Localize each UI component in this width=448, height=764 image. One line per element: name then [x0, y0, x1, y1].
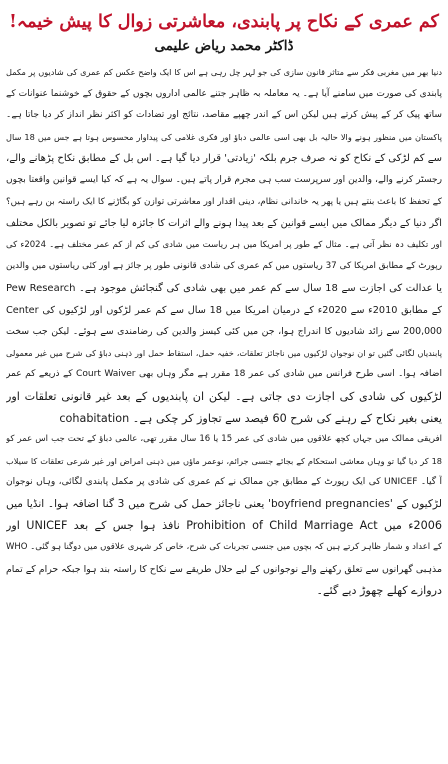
- article-byline: ڈاکٹر محمد ریاض علیمی: [154, 38, 294, 54]
- body-line: آ گیا۔ UNICEF کی ایک رپورٹ کے مطابق جن ممالک نے کم عمری کی شادی پر مکمل پابندی لگائی، وہاں نوجوان: [6, 477, 442, 488]
- body-line: رجسٹر کرنے والے، والدین اور سرپرست سب ہی مجرم قرار پاتے ہیں۔ سوال یہ ہے کہ کیا ایسے قوانین واقعتا بچوں: [6, 174, 442, 185]
- body-line: رپورٹ کے مطابق امریکا کی 37 ریاستوں میں کم عمری کی شادی قانونی طور پر جائز ہے اور کئی ریاستوں میں والدین: [6, 261, 442, 272]
- body-line: اور تکلیف دہ نظر آتی ہے۔ مثال کے طور پر امریکا میں ہر ریاست میں شادی کی کم از کم عمر مختلف ہے۔ 2024ء کی: [6, 239, 442, 250]
- body-line: پابندیاں لگائی گئیں تو ان نوجوان لڑکیوں میں ناجائز تعلقات، خفیہ حمل، استقاط حمل اور ذہنی دباؤ کی شرح میں غیر معمولی: [6, 347, 442, 358]
- body-line: یا عدالت کی اجازت سے 18 سال سے کم عمر میں بھی شادی کی گنجائش موجود ہے۔ Pew Research: [6, 282, 442, 294]
- body-line: 2006ء میں Prohibition of Child Marriage Act نافذ ہوا جس کے بعد UNICEF اور: [6, 519, 442, 533]
- body-line: لڑکیوں کے 'boyfriend pregnancies' یعنی ناجائز حمل کی شرح میں 3 گنا اضافہ ہوا۔ انڈیا میں: [6, 497, 442, 510]
- body-line: مذہبی گھرانوں سے تعلق رکھنے والے نوجوانوں کے لیے حلال طریقے سے نکاح کا راستہ بند ہوا جبکہ حرام کے تمام: [6, 563, 442, 575]
- body-line: cohabitation یعنی بغیر نکاح کے رہنے کی شرح 60 فیصد سے تجاوز کر چکی ہے۔: [59, 411, 442, 425]
- body-line: پاکستان میں منظور ہونے والا حالیہ بل بھی اسی عالمی دباؤ اور فکری غلامی کی پیداوار محسوس ہوتا ہے جس میں 18 سال: [6, 131, 442, 142]
- body-line: دروازے کھلے چھوڑ دیے گئے۔: [316, 584, 442, 598]
- body-line: کے تحفظ کا باعث بنتے ہیں یا پھر یہ خاندانی نظام، دینی اقدار اور معاشرتی توازن کو بگاڑنے کا ایک راستہ بن رہے ہیں؟: [6, 196, 442, 207]
- body-line: سے کم لڑکی کے نکاح کو نہ صرف جرم بلکہ 'زیادتی' قرار دیا گیا ہے۔ اس بل کے مطابق نکاح پڑھانے والے،: [6, 153, 442, 165]
- body-line: دنیا بھر میں مغربی فکر سے متاثر قانون سازی کی جو لہر چل رہی ہے اس کا ایک واضح عکس کم عمری کی شادیوں پر مکمل: [6, 67, 442, 77]
- body-line: ساتھ پیک کر کے پیش کرتے ہیں لیکن اس کے اندر چھپے مقاصد، نتائج اور تضادات کو اکثر نظر انداز کر دیا جاتا ہے۔: [6, 110, 442, 121]
- body-line: 200,000 سے زائد شادیوں کا اندراج ہوا، جن میں کئی کیسز والدین کی رضامندی سے ہوئے۔ لیکن جب سخت: [6, 326, 442, 338]
- article-headline: کم عمری کے نکاح پر پابندی، معاشرتی زوال کا پیش خیمہ!: [9, 12, 439, 32]
- body-line: WHO کے اعداد و شمار ظاہر کرتے ہیں کہ بچوں میں جنسی تجربات کی شرح، خاص کر شہری علاقوں میں دوگنا ہو گئی۔: [6, 542, 442, 553]
- body-line: اگر دنیا کے دیگر ممالک میں ایسے قوانین کے بعد پیدا ہونے والے اثرات کا جائزہ لیا جائے تو تصویر بالکل مختلف: [6, 218, 442, 230]
- body-line: افریقی ممالک میں جہاں کچھ علاقوں میں شادی کی عمر 15 یا 16 سال مقرر تھی، عالمی دباؤ کے تحت جب اس عمر کو: [6, 434, 442, 445]
- article-body: [6, 62, 442, 602]
- body-line: 18 کر دیا گیا تو وہاں معاشی استحکام کے بجائے جنسی جرائم، نوعمر ماؤں میں ذہنی امراض اور غیر شرعی تعلقات کا سیلاب: [6, 455, 442, 466]
- body-line: پابندی کی صورت میں سامنے آیا ہے۔ یہ معاملہ بہ ظاہر جتنے عالمی اداروں بچوں کے حقوق کے خوشنما عنوانات کے: [6, 88, 442, 99]
- body-line: Center کے مطابق 2010ء سے 2020ء کے درمیان امریکا میں 18 سال سے کم عمر لڑکوں اور لڑکیوں کی: [6, 304, 442, 316]
- body-line: لڑکیوں کی شادی کی اجازت دی جاتی ہے۔ لیکن ان پابندیوں کے بعد غیر قانونی تعلقات اور: [6, 389, 442, 403]
- body-line: اضافہ ہوا۔ اسی طرح فرانس میں شادی کی عمر 18 مقرر ہے مگر وہاں بھی Court Waiver کے ذریعے کم عمر: [6, 369, 442, 380]
